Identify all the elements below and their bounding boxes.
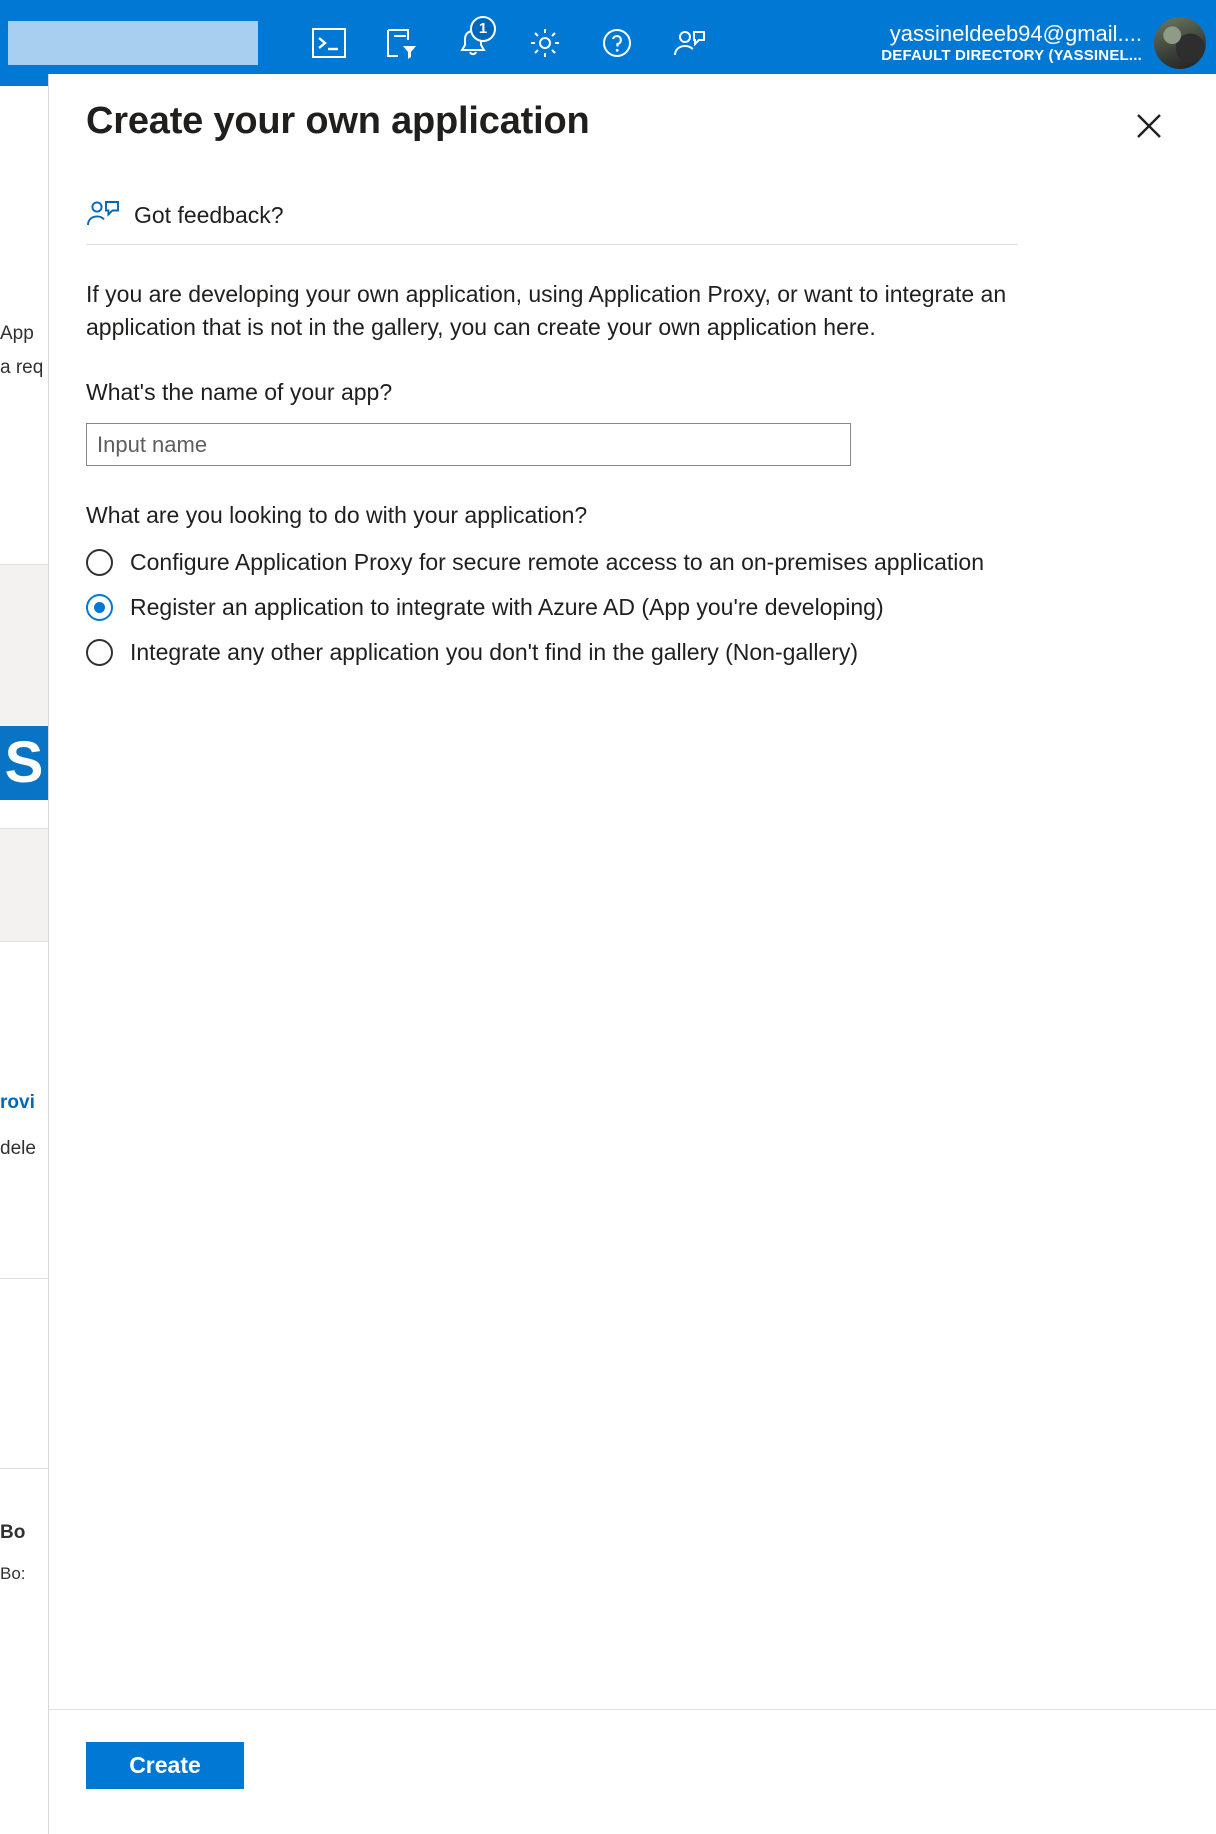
blade-description: If you are developing your own application, using Application Proxy, or want to integrate an application that is not in the gallery, you can create your own application here. — [86, 281, 1007, 340]
background-divider — [0, 1278, 48, 1279]
account-info[interactable] — [881, 17, 1206, 69]
cloud-shell-icon[interactable] — [308, 22, 350, 64]
background-card — [0, 828, 48, 942]
account-directory: DEFAULT DIRECTORY (YASSINEL... — [881, 47, 1142, 65]
radio-option-register-application[interactable] — [86, 585, 1086, 630]
background-app-logo: S — [0, 726, 48, 800]
radio-circle-icon — [86, 549, 113, 576]
got-feedback-button[interactable] — [86, 198, 284, 233]
radio-circle-selected-icon — [86, 594, 113, 621]
background-divider — [0, 1468, 48, 1469]
app-name-label: What's the name of your app? — [86, 379, 393, 405]
radio-option-label: Register an application to integrate with Azure AD (App you're developing) — [130, 594, 884, 620]
radio-option-label: Integrate any other application you don't find in the gallery (Non-gallery) — [130, 639, 859, 665]
background-text-fragment: a req — [0, 357, 44, 378]
background-text-fragment: App — [0, 323, 34, 344]
topbar-icon-group — [308, 22, 710, 64]
help-question-icon[interactable] — [596, 22, 638, 64]
directories-filter-icon[interactable] — [380, 22, 422, 64]
page-title: Create your own application — [86, 100, 590, 142]
notification-count-badge: 1 — [470, 16, 496, 42]
account-text — [881, 20, 1142, 66]
feedback-icon — [86, 198, 120, 233]
notifications-bell-icon[interactable] — [452, 22, 494, 64]
application-purpose-label: What are you looking to do with your application? — [86, 502, 588, 528]
feedback-icon[interactable] — [668, 22, 710, 64]
got-feedback-label: Got feedback? — [134, 202, 284, 228]
background-link-fragment[interactable]: rovi — [0, 1092, 35, 1113]
background-text-fragment: dele — [0, 1138, 36, 1159]
avatar[interactable] — [1154, 17, 1206, 69]
create-application-blade — [48, 74, 1216, 1834]
account-email: yassineldeeb94@gmail.... — [889, 20, 1142, 46]
header-divider — [86, 244, 1018, 245]
app-name-input[interactable] — [86, 423, 851, 466]
application-purpose-radio-group — [86, 540, 1086, 675]
radio-option-non-gallery[interactable] — [86, 630, 1086, 675]
create-button[interactable]: Create — [86, 1742, 244, 1789]
blade-header — [49, 74, 1216, 170]
background-page-sliver — [0, 86, 48, 1834]
radio-option-application-proxy[interactable] — [86, 540, 1086, 585]
radio-circle-icon — [86, 639, 113, 666]
background-text-fragment: Bo — [0, 1522, 26, 1543]
settings-gear-icon[interactable] — [524, 22, 566, 64]
background-text-fragment: Bo: — [0, 1564, 26, 1583]
background-card — [0, 564, 48, 744]
global-search-input[interactable] — [8, 21, 258, 65]
blade-footer — [49, 1709, 1216, 1834]
close-icon[interactable] — [1127, 104, 1171, 148]
radio-option-label: Configure Application Proxy for secure remote access to an on-premises application — [130, 549, 984, 575]
